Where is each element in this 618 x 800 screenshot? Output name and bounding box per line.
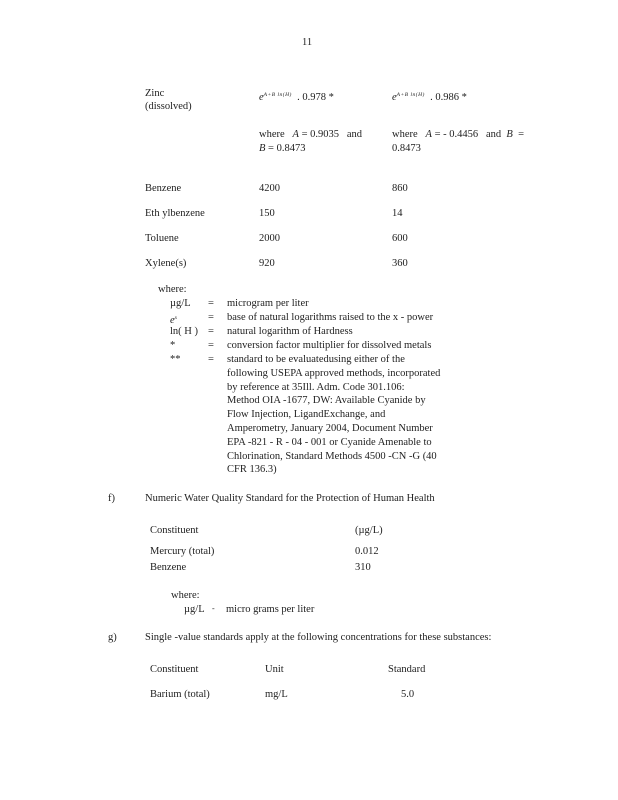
section-f-col-unit: (µg/L)	[355, 525, 383, 536]
compound-acute-value: 4200	[259, 183, 280, 194]
section-g-col-constituent: Constituent	[150, 664, 199, 675]
where-title: where:	[158, 284, 187, 295]
compound-chronic-value: 600	[392, 233, 408, 244]
zinc-name-line1: Zinc	[145, 88, 165, 99]
and-word: and	[346, 129, 363, 140]
section-f-where: where:	[171, 590, 200, 601]
zinc-acute-exponent: A+B ln(H)	[263, 92, 292, 98]
a-value: = 0.9035	[301, 129, 339, 140]
dstar-def-line: Flow Injection, LigandExchange, and	[227, 409, 386, 421]
a-label: A	[425, 129, 432, 140]
section-g-col-unit: Unit	[265, 664, 284, 675]
where-ugl-def: microgram per liter	[227, 298, 309, 309]
where-eq-3: =	[208, 326, 214, 337]
dstar-def-line: Chlorination, Standard Methods 4500 -CN -G (40	[227, 450, 437, 462]
b-label: B	[259, 143, 266, 154]
e-symbol: e	[170, 315, 175, 326]
zinc-chronic-formula	[392, 89, 467, 104]
and-word: and	[486, 129, 502, 140]
where-eq-1: =	[208, 298, 214, 309]
b-label: B	[506, 129, 513, 140]
where-lnh-term: ln( H )	[170, 326, 198, 337]
b-value: = 0.8473	[268, 143, 306, 154]
compound-chronic-value: 14	[392, 208, 403, 219]
where-eq-2: =	[208, 312, 214, 323]
where-dstar-term: **	[170, 354, 181, 365]
where-eq-4: =	[208, 340, 214, 351]
where-lnh-def: natural logarithm of Hardness	[227, 326, 353, 337]
compound-name: Toluene	[145, 233, 179, 244]
x-superscript: x	[174, 315, 178, 321]
zinc-chronic-where-line2: 0.8473	[392, 143, 421, 154]
section-g-title: Single -value standards apply at the following concentrations for these substances:	[145, 632, 492, 643]
where-ex-term	[170, 312, 178, 327]
section-f-row-1-value: 0.012	[355, 546, 379, 557]
compound-name: Benzene	[145, 183, 182, 194]
where-word: where	[259, 129, 285, 140]
b-value-eq: =	[518, 129, 525, 140]
a-value: = - 0.4456	[434, 129, 479, 140]
page-number: 11	[302, 37, 313, 48]
section-g-row-1-unit: mg/L	[265, 689, 288, 700]
where-star-def: conversion factor multiplier for dissolved metals	[227, 340, 432, 351]
zinc-acute-factor: . 0.978 *	[297, 92, 334, 103]
section-g-row-1-name: Barium (total)	[150, 689, 210, 700]
section-f-row-1-name: Mercury (total)	[150, 546, 215, 557]
zinc-name-line2: (dissolved)	[145, 101, 192, 112]
dstar-def-line: CFR 136.3)	[227, 464, 277, 476]
compound-acute-value: 920	[259, 258, 275, 269]
section-f-row-2-value: 310	[355, 562, 371, 573]
dstar-def-line: Method OIA -1677, DW: Available Cyanide by	[227, 395, 426, 407]
compound-chronic-value: 360	[392, 258, 408, 269]
zinc-acute-formula	[259, 89, 334, 104]
zinc-chronic-where-line1	[392, 129, 524, 141]
where-word: where	[392, 129, 418, 140]
e-symbol: e	[259, 92, 264, 103]
zinc-chronic-exponent: A+B ln(H)	[396, 92, 425, 98]
zinc-acute-where-line2	[259, 143, 305, 155]
section-g-row-1-value: 5.0	[401, 689, 415, 700]
section-f-col-constituent: Constituent	[150, 525, 199, 536]
dstar-def-line: by reference at 35Ill. Adm. Code 301.106:	[227, 381, 405, 393]
section-g-letter: g)	[108, 632, 117, 643]
dstar-def-line: Amperometry, January 2004, Document Number	[227, 423, 433, 434]
compound-name: Xylene(s)	[145, 258, 187, 269]
where-ugl-term: µg/L	[170, 298, 191, 309]
where-eq-5: =	[208, 354, 214, 365]
zinc-chronic-factor: . 0.986 *	[430, 92, 467, 103]
section-f-letter: f)	[108, 493, 115, 504]
section-f-row-2-name: Benzene	[150, 562, 187, 573]
compound-acute-value: 2000	[259, 233, 280, 244]
dstar-def-line: EPA -821 - R - 04 - 001 or Cyanide Amenable to	[227, 436, 432, 448]
dstar-def-line: following USEPA approved methods, incorporated	[227, 367, 441, 379]
where-star-term: *	[170, 340, 176, 351]
section-g-col-standard: Standard	[388, 664, 426, 675]
dstar-def-line: standard to be evaluatedusing either of the	[227, 354, 405, 365]
where-ex-def: base of natural logarithms raised to the x - power	[227, 312, 434, 323]
compound-chronic-value: 860	[392, 183, 408, 194]
compound-name: Eth ylbenzene	[145, 208, 205, 219]
section-f-title: Numeric Water Quality Standard for the Protection of Human Health	[145, 493, 435, 504]
compound-acute-value: 150	[259, 208, 275, 219]
section-f-sep: -	[212, 604, 215, 613]
section-f-ugl-term: µg/L	[184, 604, 205, 615]
section-f-ugl-def: micro grams per liter	[226, 604, 315, 615]
a-label: A	[292, 129, 299, 140]
e-symbol: e	[392, 92, 397, 103]
zinc-acute-where-line1	[259, 129, 362, 141]
